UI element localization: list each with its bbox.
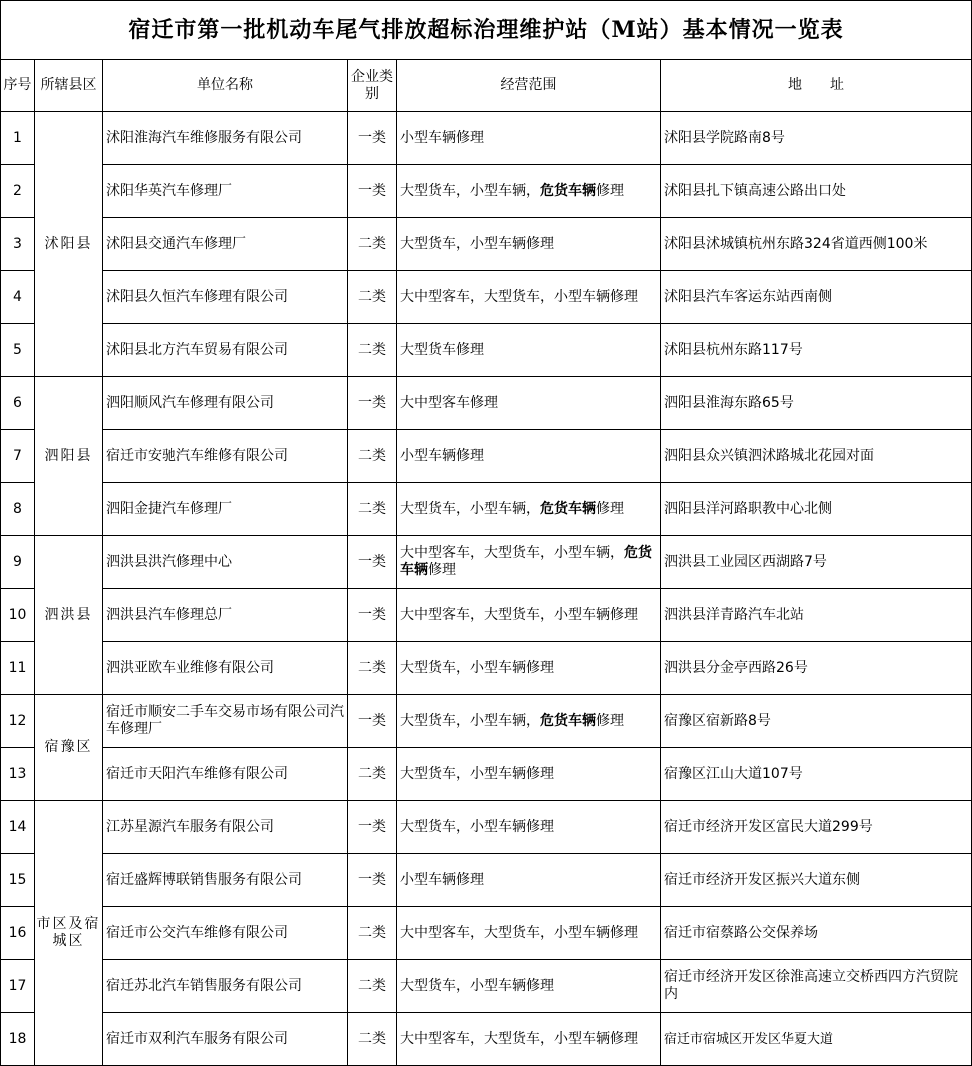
company-category: 一类 xyxy=(348,695,397,748)
company-category: 二类 xyxy=(348,642,397,695)
row-number: 15 xyxy=(1,854,35,907)
county-cell: 泗洪县 xyxy=(35,536,103,695)
company-category: 二类 xyxy=(348,907,397,960)
company-name: 宿迁苏北汽车销售服务有限公司 xyxy=(103,960,348,1013)
company-category: 一类 xyxy=(348,165,397,218)
company-category: 二类 xyxy=(348,430,397,483)
company-category: 一类 xyxy=(348,801,397,854)
scope-hazardous: 危货车辆 xyxy=(540,500,596,517)
row-number: 14 xyxy=(1,801,35,854)
scope-text: 大中型客车，大型货车，小型车辆修理 xyxy=(400,1030,638,1047)
company-category: 一类 xyxy=(348,112,397,165)
table-row xyxy=(1,642,972,695)
scope-text: 大中型客车，大型货车，小型车辆修理 xyxy=(400,606,638,623)
company-name: 宿迁市天阳汽车维修有限公司 xyxy=(103,748,348,801)
scope-text: 大中型客车修理 xyxy=(400,394,498,411)
row-number: 13 xyxy=(1,748,35,801)
scope-text: 大型货车，小型车辆修理 xyxy=(400,235,554,252)
business-scope xyxy=(397,483,661,536)
row-number: 1 xyxy=(1,112,35,165)
header-row xyxy=(1,60,972,112)
address: 泗阳县淮海东路65号 xyxy=(661,377,972,430)
company-name: 宿迁市公交汽车维修有限公司 xyxy=(103,907,348,960)
table-row xyxy=(1,960,972,1013)
row-number: 16 xyxy=(1,907,35,960)
address: 沭阳县汽车客运东站西南侧 xyxy=(661,271,972,324)
company-name: 沭阳淮海汽车维修服务有限公司 xyxy=(103,112,348,165)
company-category: 二类 xyxy=(348,218,397,271)
header-name: 单位名称 xyxy=(103,60,348,112)
business-scope xyxy=(397,907,661,960)
business-scope xyxy=(397,589,661,642)
scope-text: 大型货车修理 xyxy=(400,341,484,358)
company-name: 江苏星源汽车服务有限公司 xyxy=(103,801,348,854)
company-name: 宿迁市顺安二手车交易市场有限公司汽车修理厂 xyxy=(103,695,348,748)
address: 泗洪县分金亭西路26号 xyxy=(661,642,972,695)
business-scope xyxy=(397,960,661,1013)
table-row xyxy=(1,536,972,589)
scope-suffix: 修理 xyxy=(596,500,624,517)
company-name: 沭阳县交通汽车修理厂 xyxy=(103,218,348,271)
header-scope: 经营范围 xyxy=(397,60,661,112)
row-number: 5 xyxy=(1,324,35,377)
business-scope xyxy=(397,430,661,483)
header-no: 序号 xyxy=(1,60,35,112)
table-row xyxy=(1,748,972,801)
table-title: 宿迁市第一批机动车尾气排放超标治理维护站（M站）基本情况一览表 xyxy=(1,1,972,60)
row-number: 7 xyxy=(1,430,35,483)
company-category: 一类 xyxy=(348,536,397,589)
business-scope xyxy=(397,1013,661,1066)
scope-text: 大型货车，小型车辆修理 xyxy=(400,659,554,676)
scope-suffix: 修理 xyxy=(596,712,624,729)
scope-suffix: 修理 xyxy=(596,182,624,199)
table-row xyxy=(1,112,972,165)
company-name: 宿迁市安驰汽车维修有限公司 xyxy=(103,430,348,483)
scope-text: 大中型客车，大型货车，小型车辆修理 xyxy=(400,924,638,941)
header-address: 地 址 xyxy=(661,60,972,112)
address: 宿迁市经济开发区富民大道299号 xyxy=(661,801,972,854)
scope-hazardous: 危货车辆 xyxy=(400,545,652,578)
table-row xyxy=(1,854,972,907)
table-row xyxy=(1,377,972,430)
company-category: 一类 xyxy=(348,589,397,642)
address: 宿迁市经济开发区徐淮高速立交桥西四方汽贸院内 xyxy=(661,960,972,1013)
company-category: 一类 xyxy=(348,854,397,907)
scope-text: 大型货车，小型车辆， xyxy=(400,712,540,729)
address: 宿豫区宿新路8号 xyxy=(661,695,972,748)
scope-text: 大型货车，小型车辆修理 xyxy=(400,977,554,994)
table-row xyxy=(1,271,972,324)
business-scope xyxy=(397,271,661,324)
scope-text: 大型货车，小型车辆， xyxy=(400,500,540,517)
table-row xyxy=(1,589,972,642)
business-scope xyxy=(397,642,661,695)
address: 泗阳县众兴镇泗沭路城北花园对面 xyxy=(661,430,972,483)
row-number: 11 xyxy=(1,642,35,695)
scope-text: 大中型客车，大型货车，小型车辆修理 xyxy=(400,288,638,305)
row-number: 2 xyxy=(1,165,35,218)
company-category: 二类 xyxy=(348,483,397,536)
row-number: 10 xyxy=(1,589,35,642)
scope-text: 大型货车，小型车辆修理 xyxy=(400,818,554,835)
row-number: 4 xyxy=(1,271,35,324)
address: 泗洪县工业园区西湖路7号 xyxy=(661,536,972,589)
table-row xyxy=(1,907,972,960)
business-scope xyxy=(397,854,661,907)
company-name: 沭阳华英汽车修理厂 xyxy=(103,165,348,218)
business-scope xyxy=(397,801,661,854)
table-row xyxy=(1,801,972,854)
county-cell: 宿豫区 xyxy=(35,695,103,801)
company-name: 泗阳金捷汽车修理厂 xyxy=(103,483,348,536)
row-number: 12 xyxy=(1,695,35,748)
scope-suffix: 修理 xyxy=(428,562,456,578)
company-name: 沭阳县北方汽车贸易有限公司 xyxy=(103,324,348,377)
company-category: 一类 xyxy=(348,377,397,430)
header-county: 所辖县区 xyxy=(35,60,103,112)
scope-hazardous: 危货车辆 xyxy=(540,712,596,729)
company-name: 泗洪县汽车修理总厂 xyxy=(103,589,348,642)
business-scope xyxy=(397,218,661,271)
business-scope xyxy=(397,324,661,377)
company-category: 二类 xyxy=(348,960,397,1013)
county-cell: 市区及宿城区 xyxy=(35,801,103,1066)
business-scope xyxy=(397,536,661,589)
row-number: 9 xyxy=(1,536,35,589)
scope-hazardous: 危货车辆 xyxy=(540,182,596,199)
row-number: 6 xyxy=(1,377,35,430)
county-cell: 泗阳县 xyxy=(35,377,103,536)
company-category: 二类 xyxy=(348,324,397,377)
scope-text: 大中型客车，大型货车，小型车辆， xyxy=(400,545,624,561)
business-scope xyxy=(397,695,661,748)
company-name: 泗洪县洪汽修理中心 xyxy=(103,536,348,589)
address: 宿豫区江山大道107号 xyxy=(661,748,972,801)
scope-text: 大型货车，小型车辆， xyxy=(400,182,540,199)
company-category: 二类 xyxy=(348,271,397,324)
header-category: 企业类别 xyxy=(348,60,397,112)
table-row xyxy=(1,483,972,536)
table-row xyxy=(1,695,972,748)
address: 沭阳县沭城镇杭州东路324省道西侧100米 xyxy=(661,218,972,271)
row-number: 18 xyxy=(1,1013,35,1066)
business-scope xyxy=(397,748,661,801)
address: 沭阳县学院路南8号 xyxy=(661,112,972,165)
address: 泗洪县洋青路汽车北站 xyxy=(661,589,972,642)
company-name: 宿迁盛辉博联销售服务有限公司 xyxy=(103,854,348,907)
county-cell: 沭阳县 xyxy=(35,112,103,377)
row-number: 17 xyxy=(1,960,35,1013)
table-row xyxy=(1,430,972,483)
company-category: 二类 xyxy=(348,748,397,801)
table-row xyxy=(1,165,972,218)
company-category: 二类 xyxy=(348,1013,397,1066)
row-number: 8 xyxy=(1,483,35,536)
business-scope xyxy=(397,377,661,430)
company-name: 沭阳县久恒汽车修理有限公司 xyxy=(103,271,348,324)
table-row xyxy=(1,1013,972,1066)
scope-text: 小型车辆修理 xyxy=(400,447,484,464)
table-row xyxy=(1,218,972,271)
scope-text: 小型车辆修理 xyxy=(400,129,484,146)
business-scope xyxy=(397,112,661,165)
address: 宿迁市宿城区开发区华夏大道 xyxy=(661,1013,972,1066)
company-name: 宿迁市双利汽车服务有限公司 xyxy=(103,1013,348,1066)
table-body xyxy=(1,112,972,1066)
address: 宿迁市宿蔡路公交保养场 xyxy=(661,907,972,960)
scope-text: 大型货车，小型车辆修理 xyxy=(400,765,554,782)
address: 沭阳县杭州东路117号 xyxy=(661,324,972,377)
address: 沭阳县扎下镇高速公路出口处 xyxy=(661,165,972,218)
company-name: 泗阳顺风汽车修理有限公司 xyxy=(103,377,348,430)
row-number: 3 xyxy=(1,218,35,271)
business-scope xyxy=(397,165,661,218)
address: 泗阳县洋河路职教中心北侧 xyxy=(661,483,972,536)
table-row xyxy=(1,324,972,377)
company-name: 泗洪亚欧车业维修有限公司 xyxy=(103,642,348,695)
address: 宿迁市经济开发区振兴大道东侧 xyxy=(661,854,972,907)
scope-text: 小型车辆修理 xyxy=(400,871,484,888)
